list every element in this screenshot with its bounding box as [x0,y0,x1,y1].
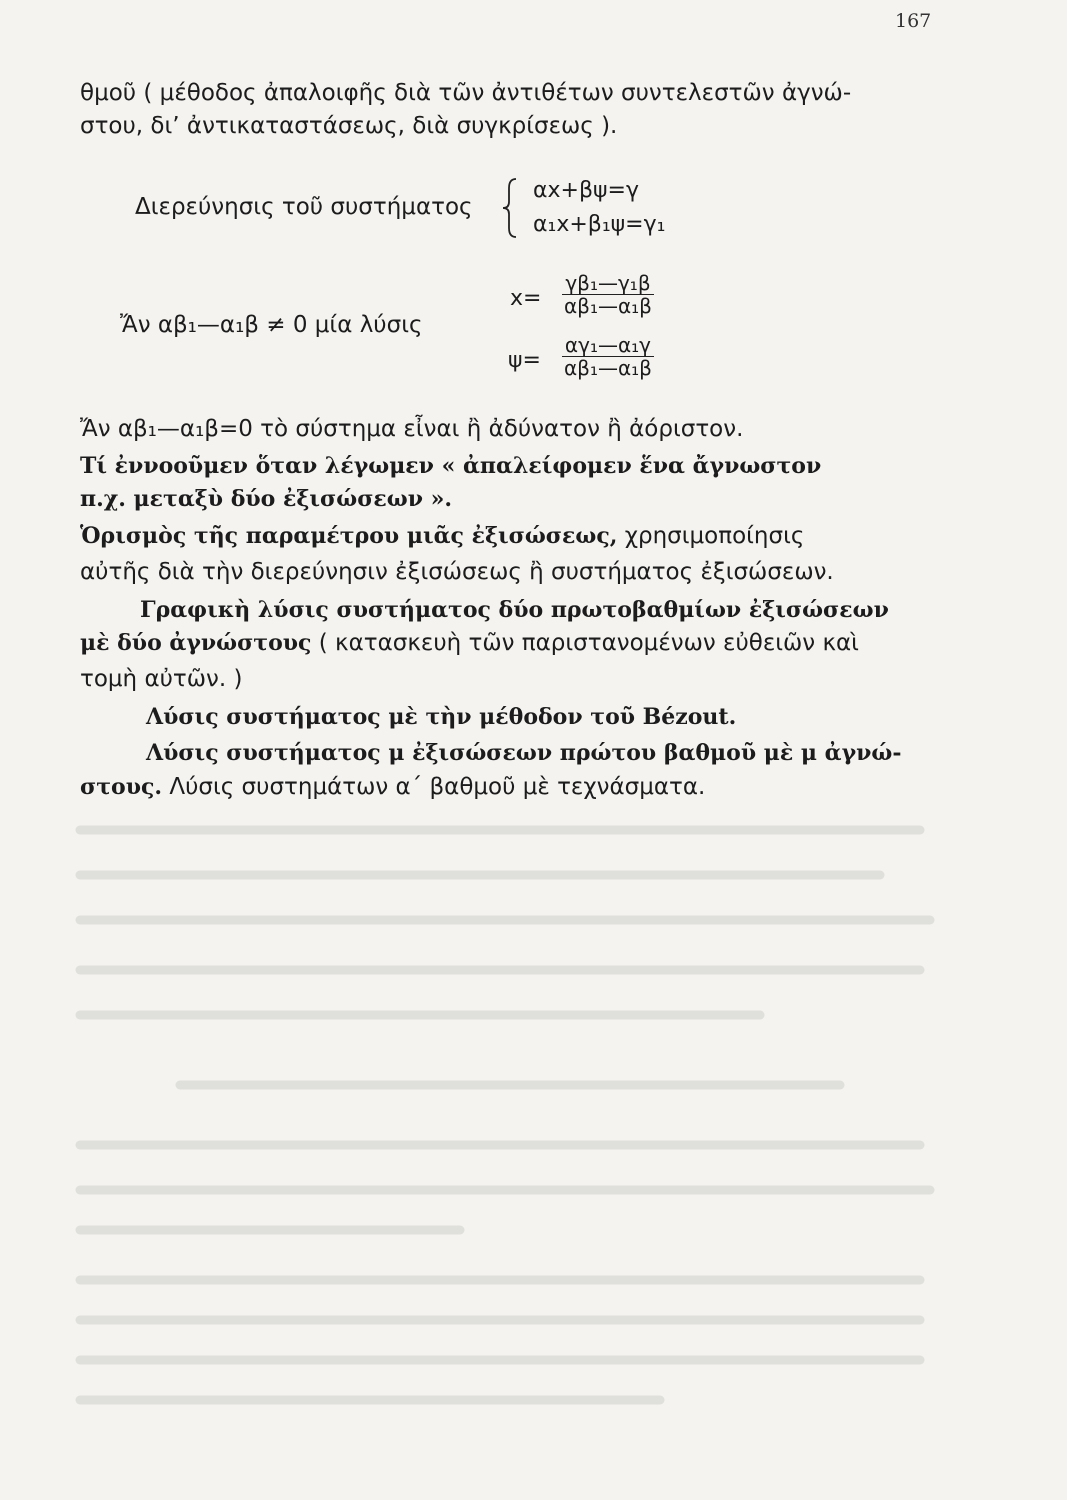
graphic-rest: ( κατασκευὴ τῶν παριστανομένων εὐθειῶν καὶ [311,630,859,656]
bleed-through-texture [60,800,960,1420]
y-fraction [562,334,654,379]
unique-solution-condition: Ἄν αβ₁—α₁β ≠ 0 μία λύσις [120,312,423,338]
parameter-line-2: αὐτῆς διὰ τὴν διερεύνησιν ἐξισώσεως ἢ συστήματος ἐξισώσεων. [80,559,834,585]
x-numerator: γβ₁—γ₁β [565,271,651,295]
investigation-label: Διερεύνησις τοῦ συστήματος [135,194,473,220]
mu-heading-cont: στους. [80,774,163,800]
x-denominator: αβ₁—α₁β [564,294,652,318]
x-lhs: x= [510,286,542,311]
mu-rest: Λύσις συστημάτων α΄ βαθμοῦ μὲ τεχνάσματα. [162,774,706,800]
eliminate-line-1: Τί ἐννοοῦμεν ὅταν λέγωμεν « ἀπαλείφομεν ἕνα ἄγνωστον [80,453,822,479]
parameter-heading: Ὁρισμὸς τῆς παραμέτρου μιᾶς ἐξισώσεως, [80,523,618,549]
system-equation-2: α₁x+β₁ψ=γ₁ [533,212,666,237]
system-equation-1: αx+βψ=γ [533,178,639,203]
eliminate-line-2: π.χ. μεταξὺ δύο ἐξισώσεων ». [80,486,453,512]
intro-line-2: στου, δι’ ἀντικαταστάσεως, διὰ συγκρίσεως ). [80,113,618,139]
mu-line-1: Λύσις συστήματος μ ἐξισώσεων πρώτου βαθμοῦ μὲ μ ἀγνώ- [146,740,902,766]
graphic-line-2 [80,628,950,658]
zero-case-line: Ἄν αβ₁—α₁β=0 τὸ σύστημα εἶναι ἢ ἀδύνατον ἢ ἀόριστον. [80,416,744,442]
y-numerator: αγ₁—α₁γ [564,333,651,357]
graphic-line-3: τομὴ αὐτῶν. ) [80,666,243,692]
bezout-line: Λύσις συστήματος μὲ τὴν μέθοδον τοῦ Bézout. [146,704,737,730]
page-number: 167 [895,10,932,32]
graphic-line-1: Γραφικὴ λύσις συστήματος δύο πρωτοβαθμίων ἐξισώσεων [140,597,889,623]
mu-line-2 [80,772,950,802]
y-denominator: αβ₁—α₁β [564,356,652,380]
graphic-heading-cont: μὲ δύο ἀγνώστους [80,630,312,656]
intro-line-1: θμοῦ ( μέθοδος ἀπαλοιφῆς διὰ τῶν ἀντιθέτων συντελεστῶν ἀγνώ- [80,80,852,106]
x-fraction [562,272,654,317]
y-lhs: ψ= [508,348,541,373]
system-brace [500,176,522,240]
parameter-line-1 [80,521,950,551]
parameter-rest: χρησιμοποίησις [617,523,805,549]
